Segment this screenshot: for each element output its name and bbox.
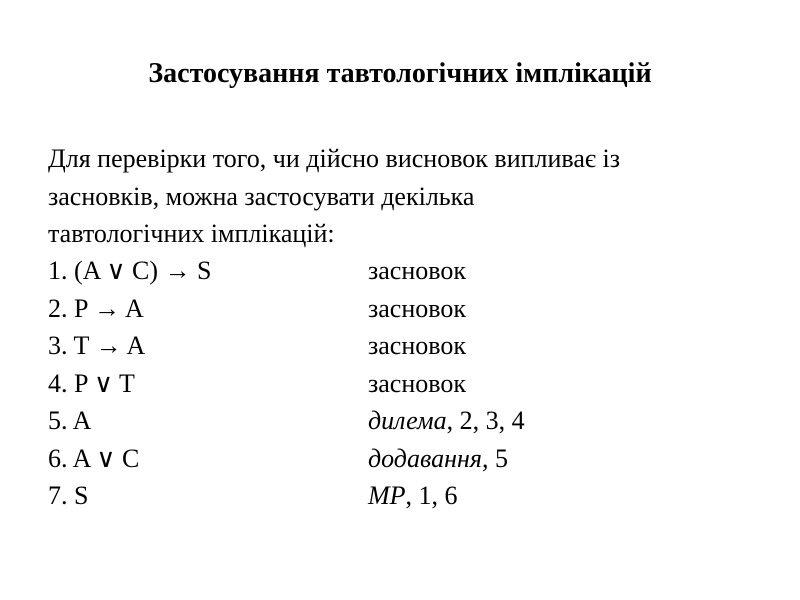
step-refs: засновок	[368, 331, 466, 360]
step-formula: 6. A ∨ C	[48, 443, 140, 473]
step-justification	[368, 252, 466, 290]
step-rule: додавання	[368, 443, 482, 473]
step-justification	[368, 477, 458, 515]
step-justification	[368, 327, 466, 365]
step-formula: 3. T → A	[48, 331, 146, 360]
step-refs: , 1, 6	[405, 481, 458, 510]
step-refs: засновок	[368, 256, 466, 285]
step-formula: 7. S	[48, 481, 89, 510]
step-formula: 4. P ∨ T	[48, 368, 135, 398]
proof-step	[48, 252, 758, 290]
step-rule: дилема	[368, 406, 447, 435]
step-formula: 1. (A ∨ C) → S	[48, 256, 212, 285]
step-refs: засновок	[368, 293, 466, 323]
step-refs: засновок	[368, 368, 466, 398]
proof-step	[48, 477, 758, 515]
intro-line: засновків, можна застосувати декілька	[48, 181, 475, 211]
step-justification	[368, 290, 466, 328]
intro-line: Для перевірки того, чи дійсно висновок випливає із	[48, 144, 621, 173]
step-rule: MP	[368, 481, 406, 510]
step-refs: , 2, 3, 4	[446, 406, 525, 435]
step-justification	[368, 365, 466, 403]
proof-steps	[48, 252, 758, 515]
step-justification	[368, 440, 508, 478]
proof-step	[48, 290, 758, 328]
proof-step	[48, 440, 758, 478]
proof-step	[48, 365, 758, 403]
step-justification	[368, 402, 525, 440]
intro-line: тавтологічних імплікацій:	[48, 219, 335, 248]
proof-step	[48, 327, 758, 365]
proof-step	[48, 402, 758, 440]
step-refs: , 5	[481, 443, 508, 473]
step-formula: 2. P → A	[48, 293, 144, 323]
slide-title: Застосування тавтологічних імплікацій	[148, 58, 652, 89]
step-formula: 5. A	[48, 406, 92, 435]
intro-text	[48, 140, 758, 253]
